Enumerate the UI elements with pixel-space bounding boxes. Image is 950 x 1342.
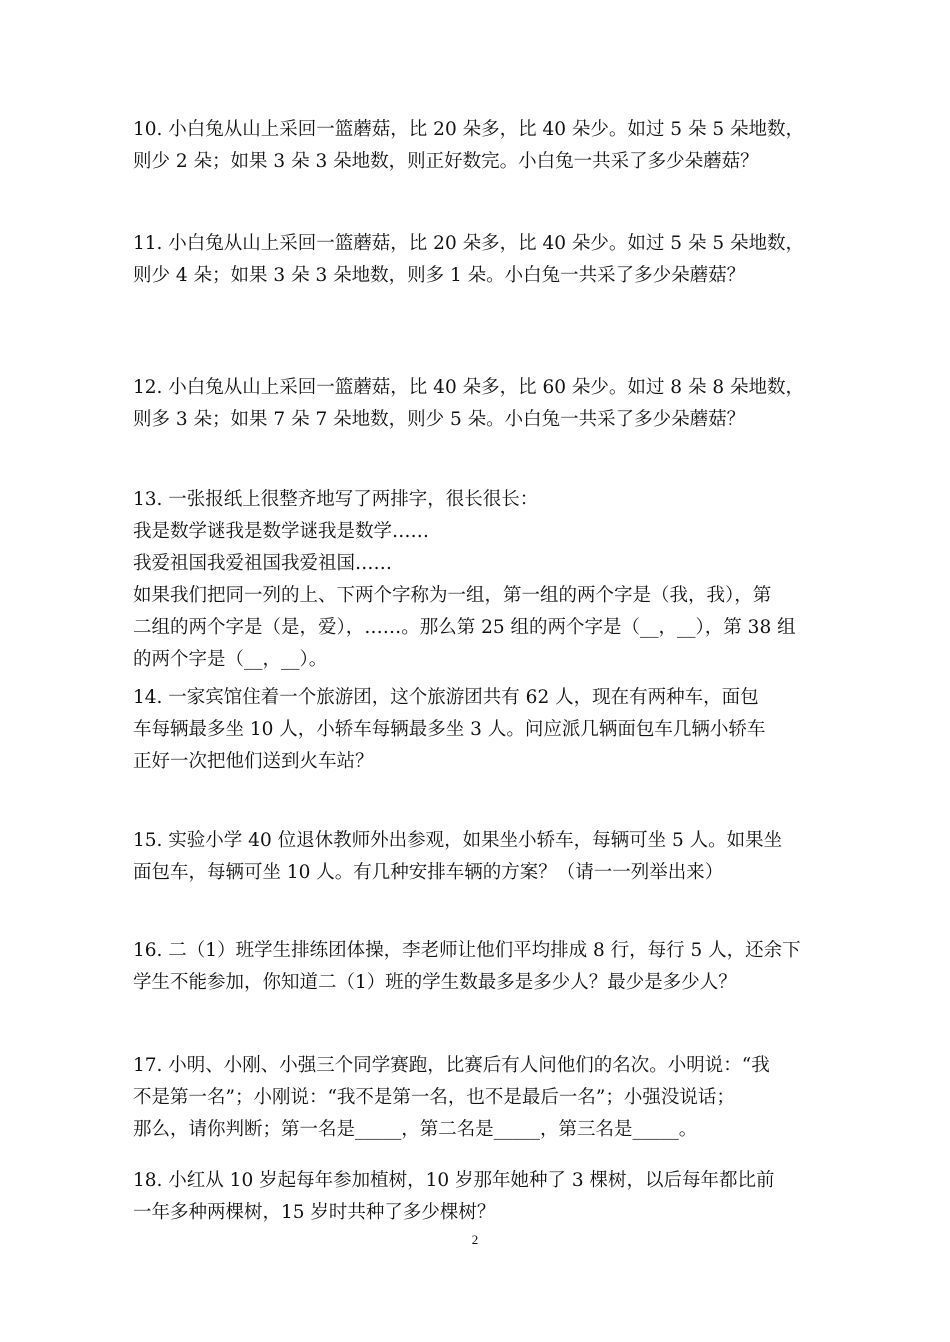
problem-line: 学生不能参加，你知道二（1）班的学生数最多是多少人？最少是多少人？ [133, 972, 737, 993]
problem-line: 一年多种两棵树，15 岁时共种了多少棵树？ [133, 1202, 496, 1223]
problem-line: 12. 小白兔从山上采回一篮蘑菇，比 40 朵多，比 60 朵少。如过 8 朵 8 朵地数， [133, 377, 804, 398]
problem-line: 16. 二（1）班学生排练团体操，李老师让他们平均排成 8 行，每行 5 人，还余下 [133, 940, 801, 961]
problem-10 [133, 114, 833, 178]
problem-line: 那么，请你判断；第一名是_____，第二名是_____，第三名是_____。 [133, 1119, 698, 1140]
problem-line: 我爱祖国我爱祖国我爱祖国…… [133, 553, 393, 574]
problem-11 [133, 228, 833, 292]
problem-line: 11. 小白兔从山上采回一篮蘑菇，比 20 朵多，比 40 朵少。如过 5 朵 5 朵地数， [133, 233, 804, 254]
problem-line: 不是第一名”；小刚说：“我不是第一名，也不是最后一名”；小强没说话； [133, 1087, 735, 1108]
problem-line: 14. 一家宾馆住着一个旅游团，这个旅游团共有 62 人，现在有两种车，面包 [133, 687, 759, 708]
problem-line: 二组的两个字是（是，爱），……。那么第 25 组的两个字是（__，__），第 38 组 [133, 617, 796, 638]
page-number: 2 [471, 1232, 479, 1247]
problem-line: 我是数学谜我是数学谜我是数学…… [133, 521, 430, 542]
problem-line: 正好一次把他们送到火车站？ [133, 751, 374, 772]
problem-13 [133, 484, 833, 676]
problem-line: 则少 4 朵；如果 3 朵 3 朵地数，则多 1 朵。小白兔一共采了多少朵蘑菇？ [133, 265, 746, 286]
problem-14 [133, 682, 833, 778]
problem-line: 面包车，每辆可坐 10 人。有几种安排车辆的方案？（请一一列举出来） [133, 862, 724, 883]
problem-line: 则多 3 朵；如果 7 朵 7 朵地数，则少 5 朵。小白兔一共采了多少朵蘑菇？ [133, 409, 746, 430]
problem-12 [133, 372, 833, 436]
problem-17 [133, 1050, 833, 1146]
problem-15 [133, 825, 833, 889]
problem-line: 则少 2 朵；如果 3 朵 3 朵地数，则正好数完。小白兔一共采了多少朵蘑菇？ [133, 151, 759, 172]
problem-line: 车每辆最多坐 10 人，小轿车每辆最多坐 3 人。问应派几辆面包车几辆小轿车 [133, 719, 766, 740]
problem-line: 的两个字是（__，__）。 [133, 649, 328, 670]
problem-line: 10. 小白兔从山上采回一篮蘑菇，比 20 朵多，比 40 朵少。如过 5 朵 5 朵地数， [133, 119, 804, 140]
problem-line: 13. 一张报纸上很整齐地写了两排字，很长很长： [133, 489, 539, 510]
problem-line: 17. 小明、小刚、小强三个同学赛跑，比赛后有人问他们的名次。小明说：“我 [133, 1055, 770, 1076]
problem-line: 18. 小红从 10 岁起每年参加植树，10 岁那年她种了 3 棵树，以后每年都比前 [133, 1170, 775, 1191]
problem-18 [133, 1165, 833, 1229]
problem-16 [133, 935, 833, 999]
problem-line: 15. 实验小学 40 位退休教师外出参观，如果坐小轿车，每辆可坐 5 人。如果坐 [133, 830, 783, 851]
problem-line: 如果我们把同一列的上、下两个字称为一组，第一组的两个字是（我，我），第 [133, 585, 772, 606]
